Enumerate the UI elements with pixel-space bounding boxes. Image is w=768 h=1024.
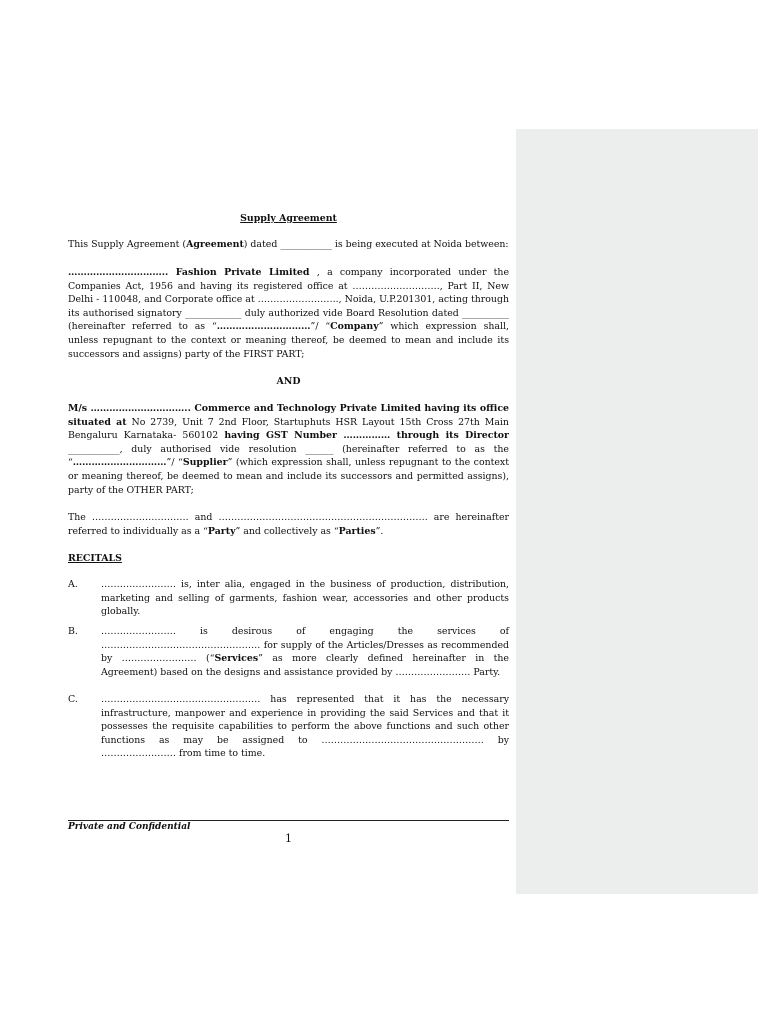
recital-c	[68, 693, 509, 761]
recital-letter: B.	[68, 626, 78, 637]
and-heading: AND	[276, 376, 301, 387]
recital-letter: C.	[68, 694, 78, 705]
recital-a	[68, 578, 509, 619]
second-party-paragraph: M/s ………………………….. Commerce and Technology Private Limited having its office situated at No 2739, Unit 7 2nd Floor, Startuphuts HSR Layout 15th Cross 27th Main Bengaluru Karnataka- 560102 having GST Number …………… through its Director ___________, duly authorised vide resolution ______ (hereinafter referred to as the “…………………………”/ “Supplier” (which expression shall, unless repugnant to the context or meaning thereof, be deemed to mean and include its successors and permitted assigns), party of the OTHER PART;	[68, 403, 509, 496]
recital-b	[68, 625, 509, 679]
parties-paragraph: The …………………………. and …………………………………………………………. are hereinafter referred to individually as a “Party” and collectively as “Parties”.	[68, 512, 509, 537]
recital-letter: A.	[68, 579, 78, 590]
document-title: Supply Agreement	[240, 213, 337, 224]
recital-text: …………………… is, inter alia, engaged in the business of production, distribution, marketing and selling of garments, fashion wear, accessories and other products globally.	[101, 579, 509, 618]
intro-paragraph: This Supply Agreement (Agreement) dated ___________ is being executed at Noida between:	[68, 239, 509, 250]
first-party-paragraph: ………………………….. Fashion Private Limited , a company incorporated under the Companies Act, 1956 and having its registered office at ………………………., Part II, New Delhi - 110048, and Corporate office at …………………….., Noida, U.P.201301, acting through its authorised signatory ____________ duly authorized vide Board Resolution dated __________ (hereinafter referred to as “…………………………”/ “Company” which expression shall, unless repugnant to the context or meaning thereof, be deemed to mean and include its successors and assigns) party of the FIRST PART;	[68, 267, 509, 360]
recital-text: …………………… is desirous of engaging the services of …………………………………………… for supply of the Articles/Dresses as recommended by …………………… (“Services” as more clearly defined hereinafter in the Agreement) based on the designs and assistance provided by …………………… Party.	[101, 626, 509, 678]
footer-confidential: Private and Confidential	[68, 822, 191, 832]
comment-pane	[516, 129, 758, 894]
recital-text: …………………………………………… has represented that it has the necessary infrastructure, manpower and experience in providing the said Services and that it possesses the requisite capabilities to perform the above functions and such other functions as may be assigned to ……………………………………………. by …………………… from time to time.	[101, 694, 509, 760]
recitals-heading: RECITALS	[68, 553, 122, 564]
page-number: 1	[285, 832, 292, 845]
